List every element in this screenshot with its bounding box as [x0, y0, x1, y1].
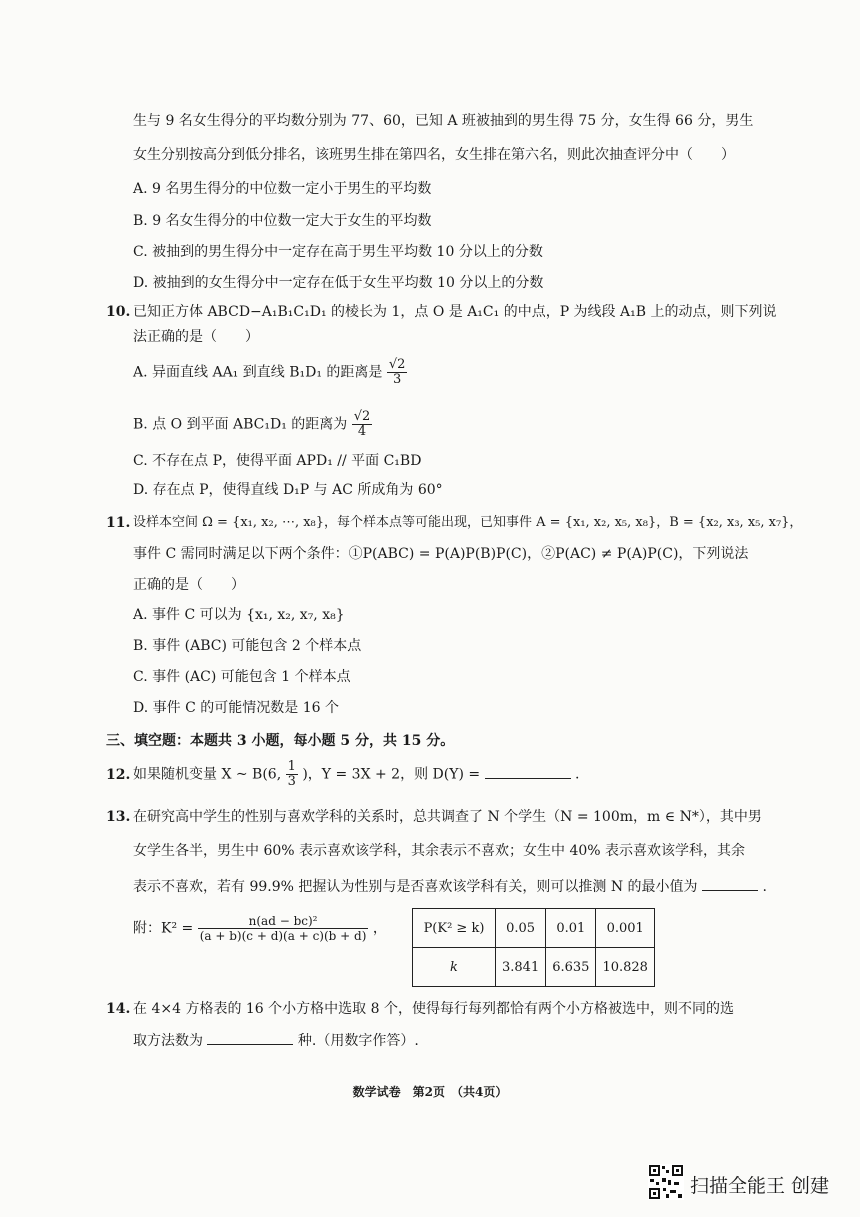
q13-line1: 在研究高中学生的性别与喜欢学科的关系时，总共调查了 N 个学生（N = 100m，m ∈ N*），其中男 — [133, 809, 762, 825]
q10-a-numerator: √2 — [388, 357, 406, 372]
q9-option-d: D. 被抽到的女生得分中一定存在低于女生平均数 10 分以上的分数 — [133, 275, 544, 291]
q10-option-d: D. 存在点 P，使得直线 D₁P 与 AC 所成角为 60° — [133, 482, 443, 498]
table-cell: 3.841 — [496, 948, 546, 987]
q13-formula-suffix: ， — [372, 920, 387, 937]
table-cell: 6.635 — [546, 948, 596, 987]
q9-option-a: A. 9 名男生得分的中位数一定小于男生的平均数 — [133, 181, 432, 197]
page-footer: 数学试卷 第2页 （共4页） — [352, 1085, 508, 1099]
table-cell: 0.01 — [546, 909, 596, 948]
q13-answer-blank[interactable] — [702, 876, 758, 891]
q14-line2-post: 种.（用数字作答）. — [297, 1033, 419, 1049]
table-cell: 0.001 — [596, 909, 655, 948]
q13-formula-numerator: n(ad − bc)² — [198, 914, 369, 929]
q12-fraction — [286, 760, 298, 789]
q12-denominator: 3 — [287, 774, 296, 789]
q11-line3: 正确的是（ ） — [133, 577, 245, 593]
q12-numerator: 1 — [287, 759, 296, 774]
q12-number: 12. — [106, 767, 131, 783]
q10-b-denominator: 4 — [357, 424, 367, 439]
q13-line2: 女学生各半，男生中 60% 表示喜欢该学科，其余表示不喜欢；女生中 40% 表示喜欢该学科，其余 — [133, 843, 746, 859]
q12-end: . — [575, 766, 580, 783]
q11-line2: 事件 C 需同时满足以下两个条件：①P(ABC) = P(A)P(B)P(C)，②P(AC) ≠ P(A)P(C)，下列说法 — [133, 546, 749, 562]
watermark-text: 扫描全能王 创建 — [690, 1175, 830, 1197]
k-square-table — [412, 908, 655, 987]
q13-number: 13. — [106, 809, 131, 825]
table-cell: 0.05 — [496, 909, 546, 948]
q10-a-denominator: 3 — [392, 372, 402, 387]
table-row — [413, 948, 655, 987]
q10-option-b — [133, 410, 372, 439]
q13-line3 — [133, 876, 767, 896]
q10-number: 10. — [106, 304, 131, 320]
table-row — [413, 909, 655, 948]
q11-number: 11. — [106, 515, 131, 531]
q9-option-b: B. 9 名女生得分的中位数一定大于女生的平均数 — [133, 213, 432, 229]
q10-line2: 法正确的是（ ） — [133, 329, 259, 345]
q11-option-b: B. 事件 (ABC) 可能包含 2 个样本点 — [133, 638, 362, 654]
q13-formula — [133, 914, 387, 943]
q10-option-a-text: A. 异面直线 AA₁ 到直线 B₁D₁ 的距离是 — [133, 364, 383, 381]
q10-option-b-text: B. 点 O 到平面 ABC₁D₁ 的距离为 — [133, 416, 348, 433]
q10-b-numerator: √2 — [353, 409, 371, 424]
q12-post: )，Y = 3X + 2，则 D(Y) = — [302, 766, 481, 783]
q10-option-c: C. 不存在点 P，使得平面 APD₁ // 平面 C₁BD — [133, 453, 422, 469]
q11-option-d: D. 事件 C 的可能情况数是 16 个 — [133, 700, 339, 716]
q13-end: . — [762, 879, 767, 895]
q11-option-c: C. 事件 (AC) 可能包含 1 个样本点 — [133, 669, 351, 685]
q12-pre: 如果随机变量 X ~ B(6, — [133, 766, 282, 783]
q12-answer-blank[interactable] — [485, 764, 571, 779]
q14-line1: 在 4×4 方格表的 16 个小方格中选取 8 个，使得每行每列都恰有两个小方格被选中，则不同的选 — [133, 1001, 734, 1017]
qr-code-icon — [648, 1164, 684, 1200]
q11-option-a: A. 事件 C 可以为 {x₁, x₂, x₇, x₈} — [133, 607, 345, 623]
q10-option-b-fraction — [352, 410, 373, 439]
q13-formula-fraction — [198, 914, 369, 943]
q10-option-a-fraction — [387, 358, 408, 387]
q13-formula-denominator: (a + b)(c + d)(a + c)(b + d) — [199, 929, 367, 943]
table-cell: k — [413, 948, 496, 987]
q14-line2 — [133, 1030, 419, 1050]
table-cell: P(K² ≥ k) — [413, 909, 496, 948]
q14-number: 14. — [106, 1001, 131, 1017]
q9-option-c: C. 被抽到的男生得分中一定存在高于男生平均数 10 分以上的分数 — [133, 244, 543, 260]
q14-answer-blank[interactable] — [207, 1030, 293, 1045]
q13-line3-text: 表示不喜欢，若有 99.9% 把握认为性别与是否喜欢该学科有关，则可以推测 N 的最小值为 — [133, 879, 698, 895]
q14-line2-pre: 取方法数为 — [133, 1033, 203, 1049]
table-cell: 10.828 — [596, 948, 655, 987]
q9-line2: 女生分别按高分到低分排名，该班男生排在第四名，女生排在第六名，则此次抽查评分中（ ） — [133, 147, 735, 163]
q13-formula-prefix: 附：K² = — [133, 920, 194, 937]
q10-option-a — [133, 358, 407, 387]
q11-line1: 设样本空间 Ω = {x₁, x₂, ⋯, x₈}，每个样本点等可能出现，已知事件 A = {x₁, x₂, x₅, x₈}，B = {x₂, x₃, x₅, x₇}， — [133, 515, 803, 530]
q9-line1: 生与 9 名女生得分的平均数分别为 77、60，已知 A 班被抽到的男生得 75 分，女生得 66 分，男生 — [133, 113, 754, 129]
section-3-heading: 三、填空题：本题共 3 小题，每小题 5 分，共 15 分。 — [106, 733, 455, 749]
q10-line1: 已知正方体 ABCD−A₁B₁C₁D₁ 的棱长为 1，点 O 是 A₁C₁ 的中点，P 为线段 A₁B 上的动点，则下列说 — [133, 304, 777, 320]
q12-body — [133, 760, 579, 789]
